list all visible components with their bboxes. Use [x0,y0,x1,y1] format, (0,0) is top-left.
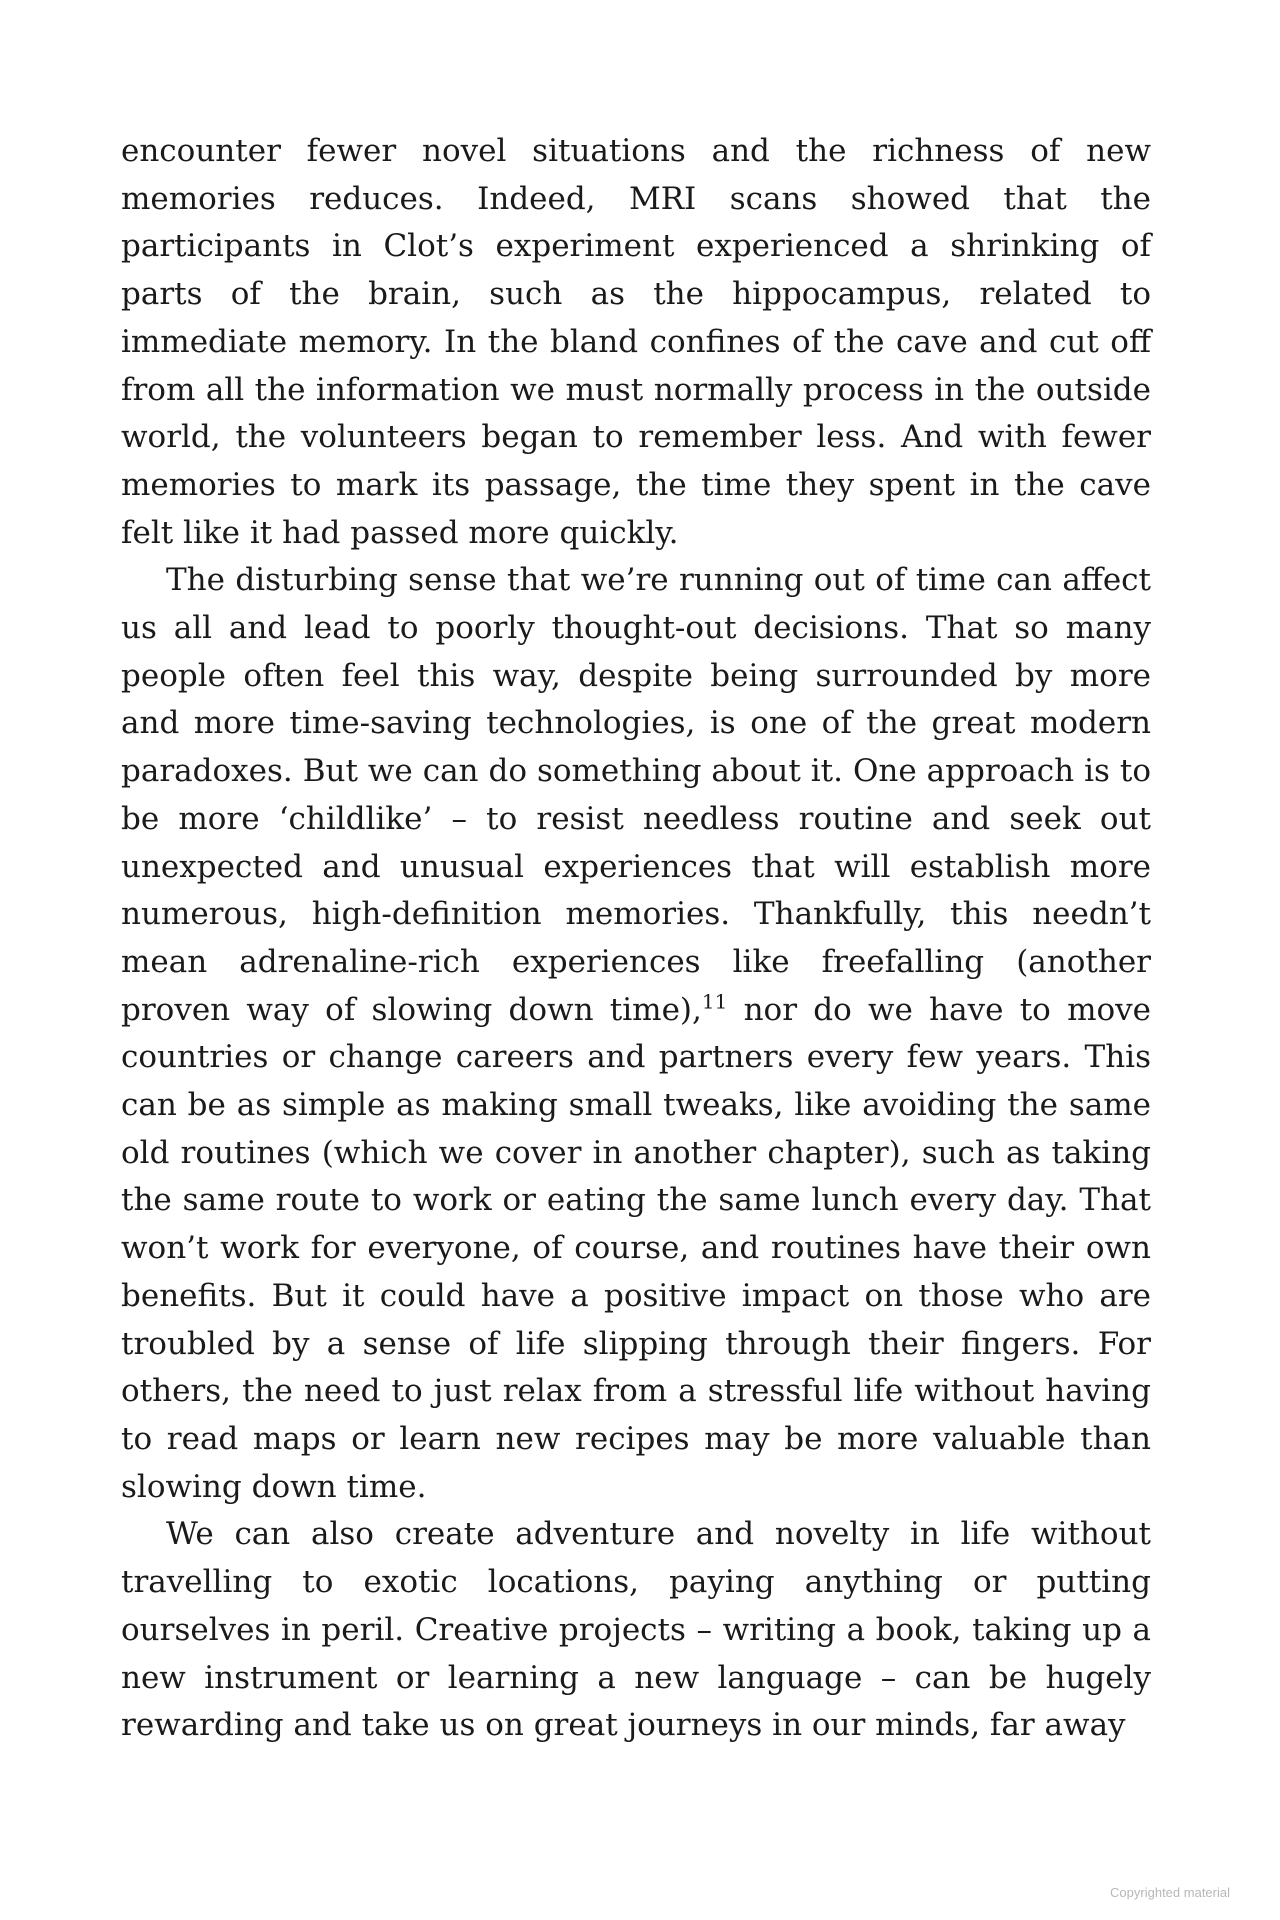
copyright-watermark: Copyrighted material [1110,1885,1230,1900]
body-text [121,128,1151,1750]
paragraph-2-text-after-note: nor do we have to move countries or change careers and partners every few years. This can be as simple as making small tweaks, like avoiding the same old routines (which we cover in another chapter), such as taking the same route to work or eating the same lunch every day. That won’t work for everyone, of course, and routines have their own benefits. But it could have a positive impact on those who are troubled by a sense of life slipping through their fingers. For others, the need to just relax from a stressful life without having to read maps or learn new recipes may be more valuable than slowing down time. [121,991,1151,1505]
paragraph-3: We can also create adventure and novelty in life without travelling to exotic locations, paying anything or putting ourselves in peril. Creative projects – writing a book, taking up a new instrument or learning a new language – can be hugely rewarding and take us on great journeys in our minds, far away [121,1516,1151,1744]
paragraph-1: encounter fewer novel situations and the richness of new memories reduces. Indeed, MRI scans showed that the participants in Clot’s experiment experienced a shrinking of parts of the brain, such as the hippocampus, related to immediate memory. In the bland confines of the cave and cut off from all the information we must normally process in the outside world, the volunteers began to remember less. And with fewer memories to mark its passage, the time they spent in the cave felt like it had passed more quickly. [121,133,1151,551]
paragraph-2 [121,557,1151,1511]
paragraph-2-text-before-note: The disturbing sense that we’re running out of time can affect us all and lead to poorly thought-out decisions. That so many people often feel this way, despite being surrounded by more and more time-saving technologies, is one of the great modern paradoxes. But we can do something about it. One approach is to be more ‘childlike’ – to resist needless routine and seek out unexpected and unusual experiences that will establish more numerous, high-definition memories. Thankfully, this needn’t mean adrenaline-rich experiences like freefalling (another proven way of slowing down time), [121,562,1151,1028]
footnote-reference[interactable]: 11 [701,989,728,1014]
